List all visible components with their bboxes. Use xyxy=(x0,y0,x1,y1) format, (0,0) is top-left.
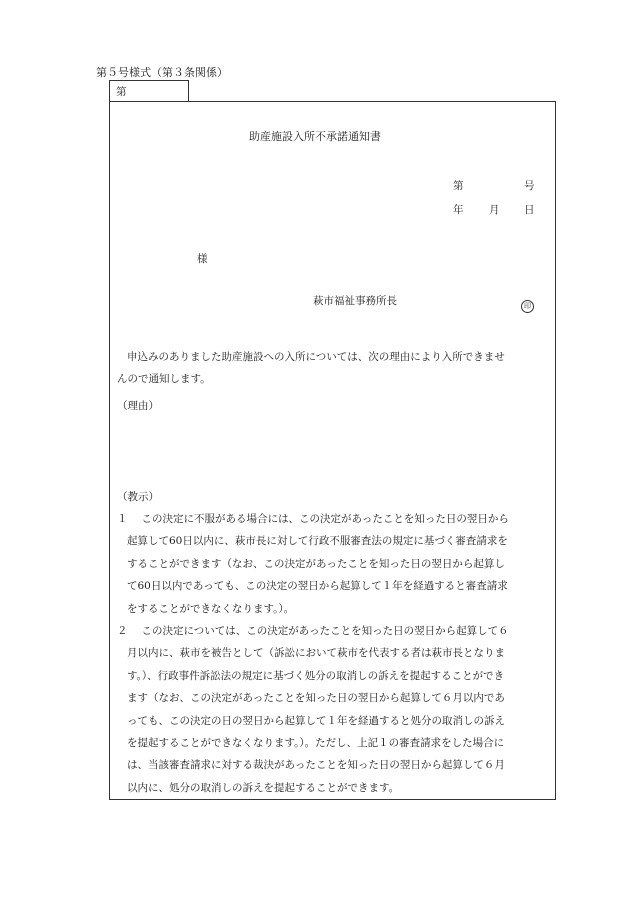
instruction-line: をすることができなくなります。）。 xyxy=(127,602,295,615)
instruction-line: は、当該審査請求に対する裁決があったことを知った日の翌日から起算して６月 xyxy=(127,759,505,772)
instruction-item-1 xyxy=(117,508,509,620)
instruction-item-2 xyxy=(117,620,509,799)
body-line: んので通知します。 xyxy=(117,373,211,386)
doc-number-suffix: 号 xyxy=(524,180,535,192)
instruction-line: て60日以内であっても、この決定の翌日から起算して１年を経過すると審査請求 xyxy=(127,580,508,593)
instruction-line: することができます（なお、この決定があったことを知った日の翌日から起算し xyxy=(127,557,505,570)
instruction-line: ます（なお、この決定があったことを知った日の翌日から起算して６月以内であ xyxy=(127,692,505,705)
instruction-line: っても、この決定の日の翌日から起算して１年を経過すると処分の取消しの訴え xyxy=(127,714,505,727)
instruction-line xyxy=(117,508,509,530)
instruction-line: を提起することができなくなります。）。ただし、上記１の審査請求をした場合に xyxy=(127,737,505,750)
instruction-line xyxy=(117,620,509,642)
instruction-text: この決定については、この決定があったことを知った日の翌日から起算して６ xyxy=(141,625,509,637)
instruction-number: ２ xyxy=(117,625,128,637)
instruction-line: 以内に、処分の取消しの訴えを提起することができます。 xyxy=(127,781,400,794)
number-box xyxy=(109,80,189,101)
doc-number-prefix: 第 xyxy=(453,180,464,192)
notice-body xyxy=(117,346,505,391)
reason-heading: （理由） xyxy=(117,400,159,412)
number-box-label: 第 xyxy=(116,86,127,98)
seal-char: 印 xyxy=(521,300,534,313)
date-year: 年 xyxy=(453,204,464,216)
seal-mark xyxy=(521,293,534,313)
instruction-number: １ xyxy=(117,513,128,525)
date-day: 日 xyxy=(524,204,535,216)
document-title: 助産施設入所不承諾通知書 xyxy=(249,130,381,143)
form-label: 第５号様式（第３条関係） xyxy=(96,66,228,79)
instruction-line: 月以内に、萩市を被告として（訴訟において萩市を代表する者は萩市長となりま xyxy=(127,647,505,660)
instruction-text: この決定に不服がある場合には、この決定があったことを知った日の翌日から xyxy=(141,513,509,525)
instruction-line: 起算して60日以内に、萩市長に対して行政不服審査法の規定に基づく審査請求を xyxy=(127,535,508,548)
date-month: 月 xyxy=(489,204,500,216)
instruction-heading: （教示） xyxy=(117,491,159,503)
issuer-name: 萩市福祉事務所長 xyxy=(313,295,397,307)
instruction-line: す。）、行政事件訴訟法の規定に基づく処分の取消しの訴えを提起することができ xyxy=(127,669,505,682)
body-line: 申込みのありました助産施設への入所については、次の理由により入所できませ xyxy=(127,351,505,363)
addressee-suffix: 様 xyxy=(197,253,208,265)
